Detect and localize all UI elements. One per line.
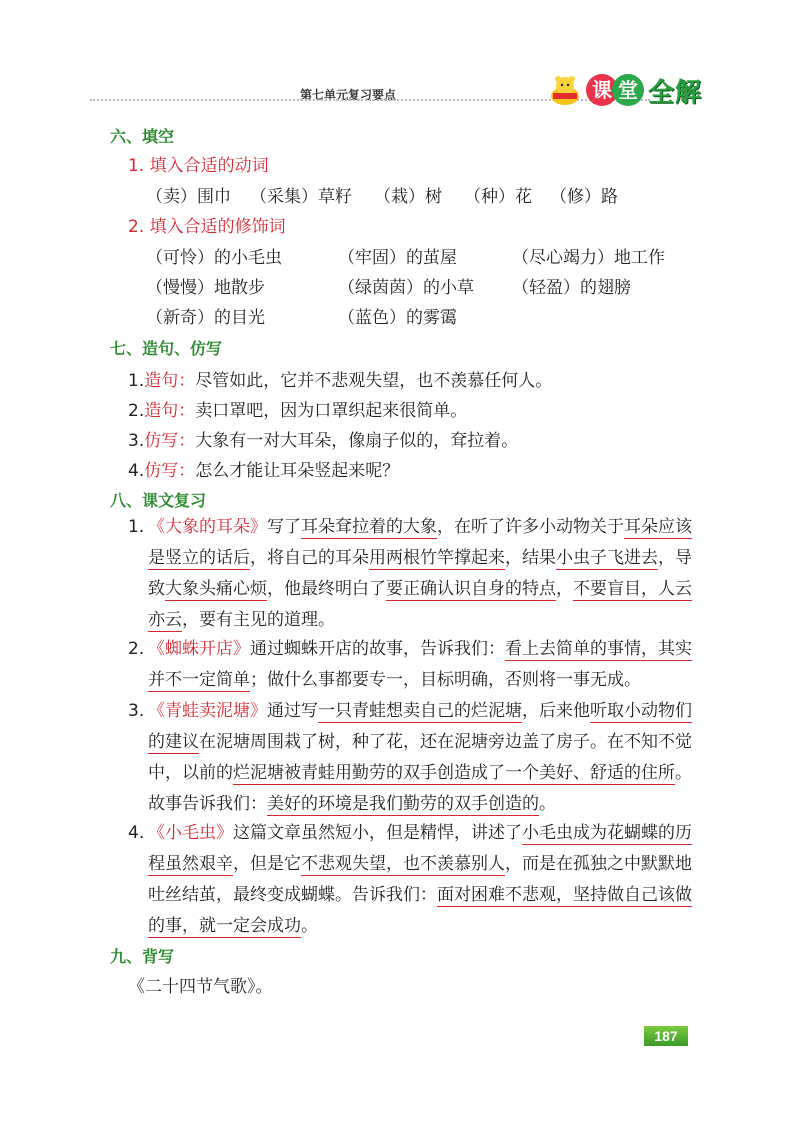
modifier-item: （慢慢）地散步 [146,278,265,298]
item-text: 尽管如此，它并不悲观失望，也不羡慕任何人。 [195,371,553,391]
section-heading-7: 七、造句、仿写 [110,339,223,358]
underlined-text: 小毛虫成为花蝴蝶的历程虽然艰辛 [148,823,692,874]
text: 。 [301,916,318,936]
underlined-text: 美好的环境是我们勤劳的双手创造的 [267,794,539,814]
underlined-text: 用两根竹竿撑起来 [369,548,505,568]
verb-item: （栽）树 [374,187,442,207]
header-title: 第七单元复习要点 [300,88,397,102]
sentence-item [128,366,552,391]
item-number: 2. [128,401,145,421]
modifier-item: （牢固）的茧屋 [338,248,457,268]
logo [540,70,720,110]
logo-char-1: 课 [586,74,618,106]
text: 通过蜘蛛开店的故事，告诉我们： [250,639,505,659]
underlined-text: 小虫子飞进去 [556,548,658,568]
item-number: 3. [128,431,145,451]
text: ，但是它 [233,854,301,874]
verb-item: （种）花 [464,187,532,207]
item-text: 怎么才能让耳朵竖起来呢？ [195,461,400,481]
sentence-item [128,456,399,481]
section-heading-8: 八、课文复习 [110,491,207,510]
item-number: 2. [128,639,145,659]
book-title: 《小毛虫》 [148,823,233,843]
item-tag: 造句： [144,371,196,391]
page-number: 187 [644,1026,688,1046]
text: ， [556,579,573,599]
underlined-text: 不要盲目，人云亦云 [148,579,692,630]
review-paragraph-1 [128,512,696,636]
modifier-item: （可怜）的小毛虫 [146,248,282,268]
verb-item: （修）路 [550,187,618,207]
sentence-item [128,396,467,421]
logo-char-2: 堂 [612,74,644,106]
review-paragraph-2 [128,634,696,696]
text: 。故事告诉我们： [148,763,692,814]
item-number: 1. [128,517,145,537]
underlined-text: 面对困难不悲观，坚持做自己该做的事，就一定会成功 [148,885,692,936]
recite-text: 《二十四节气歌》。 [128,977,273,997]
section-heading-9: 九、背写 [110,947,175,966]
text: 在泥塘周围栽了树，种了花，还在泥塘旁边盖了房子。在不知不觉中，以前的 [148,732,692,783]
text: ，后来他 [522,701,590,721]
book-title: 《青蛙卖泥塘》 [148,701,267,721]
logo-text: 全解 [648,78,703,108]
review-paragraph-3 [128,696,696,820]
modifier-item: （轻盈）的翅膀 [512,278,631,298]
verb-item: （采集）草籽 [250,187,352,207]
underlined-text: 一只青蛙想卖自己的烂泥塘 [318,701,522,721]
item-text: 卖口罩吧，因为口罩织起来很简单。 [195,401,468,421]
item-number: 4. [128,823,145,843]
section-heading-6: 六、填空 [110,127,175,146]
item-number: 4. [128,461,145,481]
text: 。 [539,794,556,814]
item-text: 大象有一对大耳朵，像扇子似的，耷拉着。 [195,431,519,451]
underlined-text: 不悲观失望，也不羡慕别人 [301,854,505,874]
modifier-item: （蓝色）的雾霭 [338,308,457,328]
underlined-text: 听取小动物们的建议 [148,701,692,752]
text: ，要有主见的道理。 [182,610,335,630]
modifier-item: （尽心竭力）地工作 [512,248,665,268]
text: ，将自己的耳朵 [250,548,369,568]
text: ，而是在孤独之中默默地吐丝结茧，最终变成蝴蝶。告诉我们： [148,854,692,905]
question-2: 2. 填入合适的修饰词 [128,217,286,237]
modifier-item: （绿茵茵）的小草 [338,278,474,298]
text: ，结果 [505,548,556,568]
review-paragraph-4 [128,818,696,942]
underlined-text: 要正确认识自身的特点 [386,579,556,599]
text: ；做什么事都要专一，目标明确，否则将一事无成。 [250,670,641,690]
underlined-text: 看上去简单的事情，其实并不一定简单 [148,639,692,690]
underlined-text: 耳朵应该是竖立的话后 [148,517,692,568]
verb-item: （卖）围巾 [146,187,231,207]
item-number: 1. [128,371,145,391]
book-title: 《蜘蛛开店》 [148,639,250,659]
bear-mascot-icon [548,76,582,106]
modifier-item: （新奇）的目光 [146,308,265,328]
text: ，导致 [148,548,692,599]
text: 这篇文章虽然短小，但是精悍，讲述了 [233,823,522,843]
item-tag: 仿写： [144,461,196,481]
text: ，他最终明白了 [267,579,386,599]
underlined-text: 烂泥塘被青蛙用勤劳的双手创造成了一个美好、舒适的住所 [233,763,675,783]
text: 通过写 [267,701,318,721]
underlined-text: 耳朵耷拉着的大象 [301,517,437,537]
book-title: 《大象的耳朵》 [148,517,267,537]
question-1: 1. 填入合适的动词 [128,156,269,176]
sentence-item [128,426,518,451]
item-tag: 仿写： [144,431,196,451]
underlined-text: 大象头痛心烦 [165,579,267,599]
item-tag: 造句： [144,401,196,421]
text: ，在听了许多小动物关于 [437,517,624,537]
item-number: 3. [128,701,145,721]
text: 写了 [267,517,301,537]
